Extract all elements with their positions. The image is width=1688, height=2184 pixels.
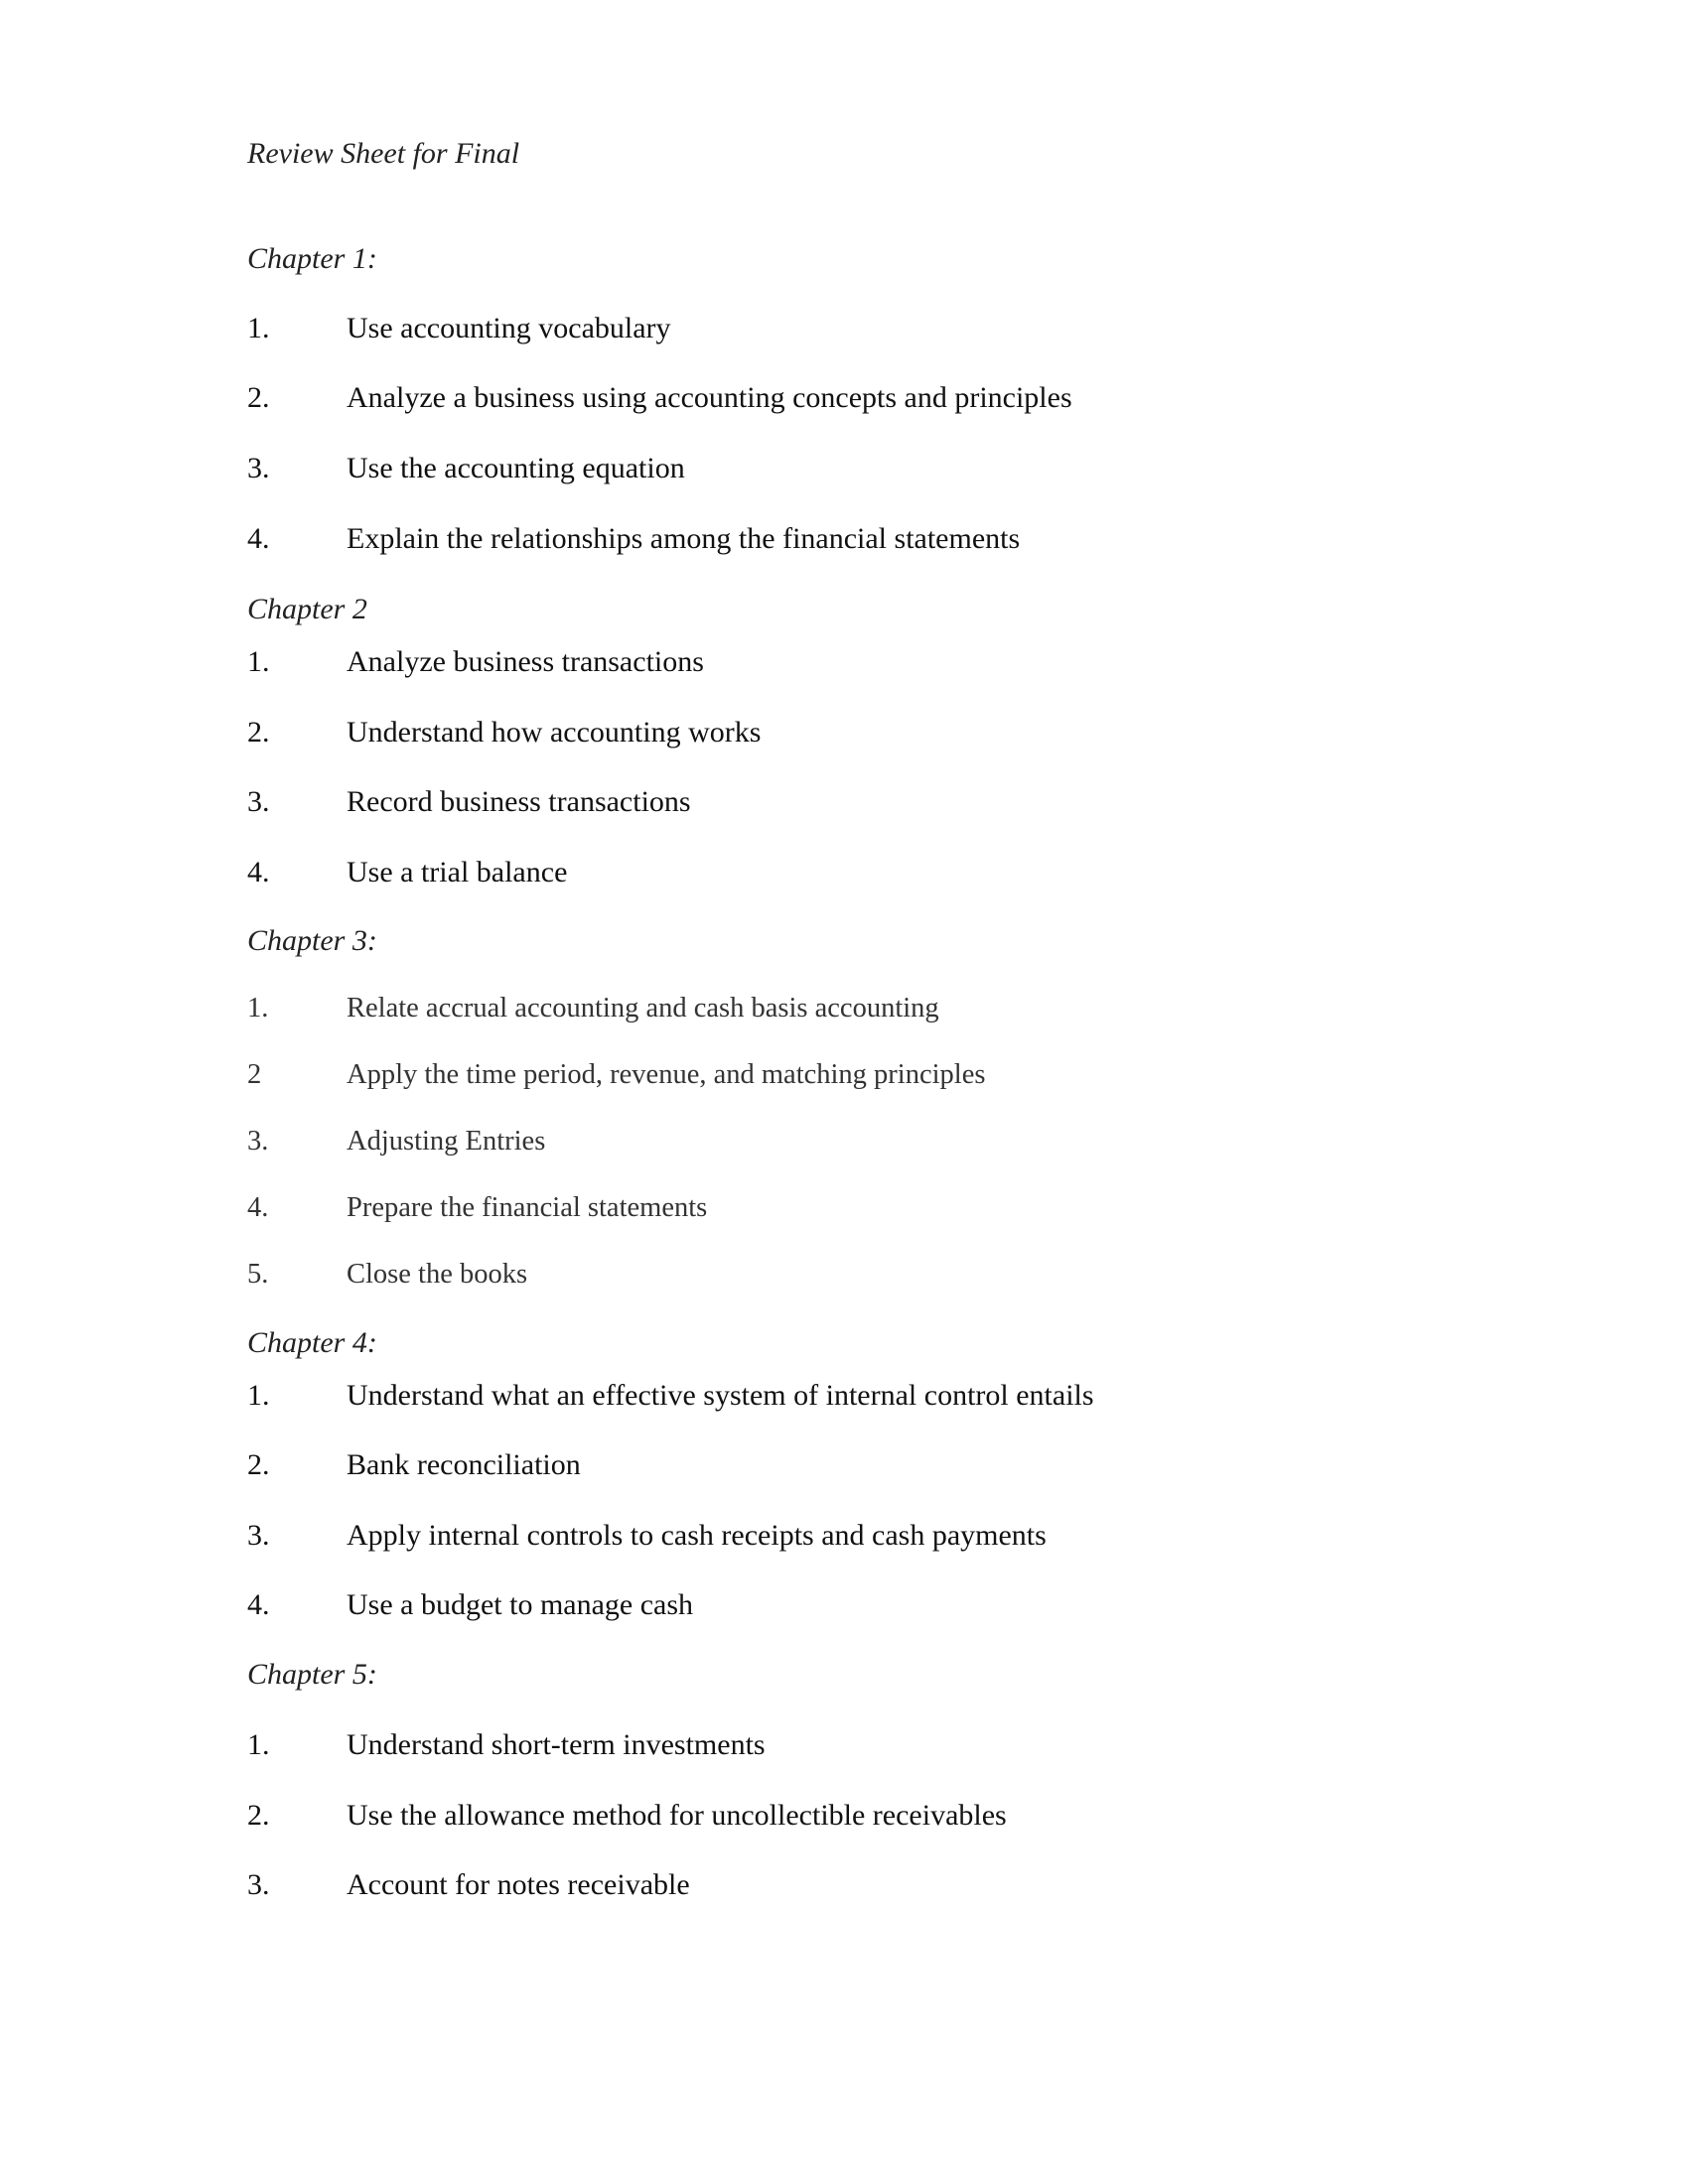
item-number: 2. — [247, 1799, 270, 1832]
item-text: Apply the time period, revenue, and matching principles — [347, 1059, 986, 1090]
list-item — [247, 1588, 1538, 1628]
item-number: 1. — [247, 993, 269, 1024]
item-text: Record business transactions — [347, 785, 691, 818]
item-number: 4. — [247, 856, 270, 888]
item-number: 4. — [247, 522, 270, 555]
list-item — [247, 312, 1538, 351]
chapter-1-heading: Chapter 1: — [247, 242, 377, 275]
item-text: Relate accrual accounting and cash basis accounting — [347, 993, 939, 1024]
item-text: Close the books — [347, 1259, 528, 1290]
chapter-3-heading: Chapter 3: — [247, 924, 377, 957]
item-text: Prepare the financial statements — [347, 1192, 708, 1223]
item-text: Bank reconciliation — [347, 1448, 581, 1481]
list-item — [247, 1379, 1538, 1419]
list-item — [247, 1868, 1538, 1908]
list-item — [247, 785, 1538, 825]
item-number: 4. — [247, 1588, 270, 1621]
item-number: 2. — [247, 381, 270, 414]
item-text: Analyze a business using accounting concepts and principles — [347, 381, 1072, 414]
item-text: Understand what an effective system of internal control entails — [347, 1379, 1094, 1412]
list-item — [247, 645, 1538, 685]
item-number: 1. — [247, 312, 270, 344]
item-number: 3. — [247, 1519, 270, 1552]
list-item — [247, 1519, 1538, 1559]
item-number: 2. — [247, 716, 270, 749]
item-number: 3. — [247, 1126, 269, 1157]
item-number: 3. — [247, 1868, 270, 1901]
chapter-2-heading: Chapter 2 — [247, 593, 367, 625]
list-item — [247, 716, 1538, 755]
list-item — [247, 993, 1538, 1032]
list-item — [247, 1192, 1538, 1232]
list-item — [247, 1448, 1538, 1488]
item-text: Adjusting Entries — [347, 1126, 546, 1157]
item-number: 1. — [247, 645, 270, 678]
item-text: Explain the relationships among the financial statements — [347, 522, 1021, 555]
item-text: Analyze business transactions — [347, 645, 704, 678]
list-item — [247, 1259, 1538, 1298]
item-number: 4. — [247, 1192, 269, 1223]
list-item — [247, 1059, 1538, 1099]
item-text: Use the accounting equation — [347, 452, 685, 484]
item-text: Understand short-term investments — [347, 1728, 766, 1761]
item-number: 3. — [247, 452, 270, 484]
item-text: Use the allowance method for uncollectible receivables — [347, 1799, 1007, 1832]
document-title: Review Sheet for Final — [247, 137, 520, 170]
list-item — [247, 452, 1538, 491]
item-text: Use accounting vocabulary — [347, 312, 671, 344]
item-number: 1. — [247, 1728, 270, 1761]
item-number: 5. — [247, 1259, 269, 1290]
item-number: 2. — [247, 1448, 270, 1481]
item-text: Use a budget to manage cash — [347, 1588, 694, 1621]
item-text: Apply internal controls to cash receipts and cash payments — [347, 1519, 1047, 1552]
chapter-5-heading: Chapter 5: — [247, 1658, 377, 1691]
item-text: Use a trial balance — [347, 856, 568, 888]
item-text: Account for notes receivable — [347, 1868, 690, 1901]
item-text: Understand how accounting works — [347, 716, 762, 749]
item-number: 2 — [247, 1059, 262, 1090]
list-item — [247, 381, 1538, 421]
chapter-4-heading: Chapter 4: — [247, 1326, 377, 1359]
list-item — [247, 522, 1538, 562]
list-item — [247, 856, 1538, 895]
item-number: 1. — [247, 1379, 270, 1412]
item-number: 3. — [247, 785, 270, 818]
list-item — [247, 1799, 1538, 1839]
list-item — [247, 1728, 1538, 1768]
list-item — [247, 1126, 1538, 1165]
